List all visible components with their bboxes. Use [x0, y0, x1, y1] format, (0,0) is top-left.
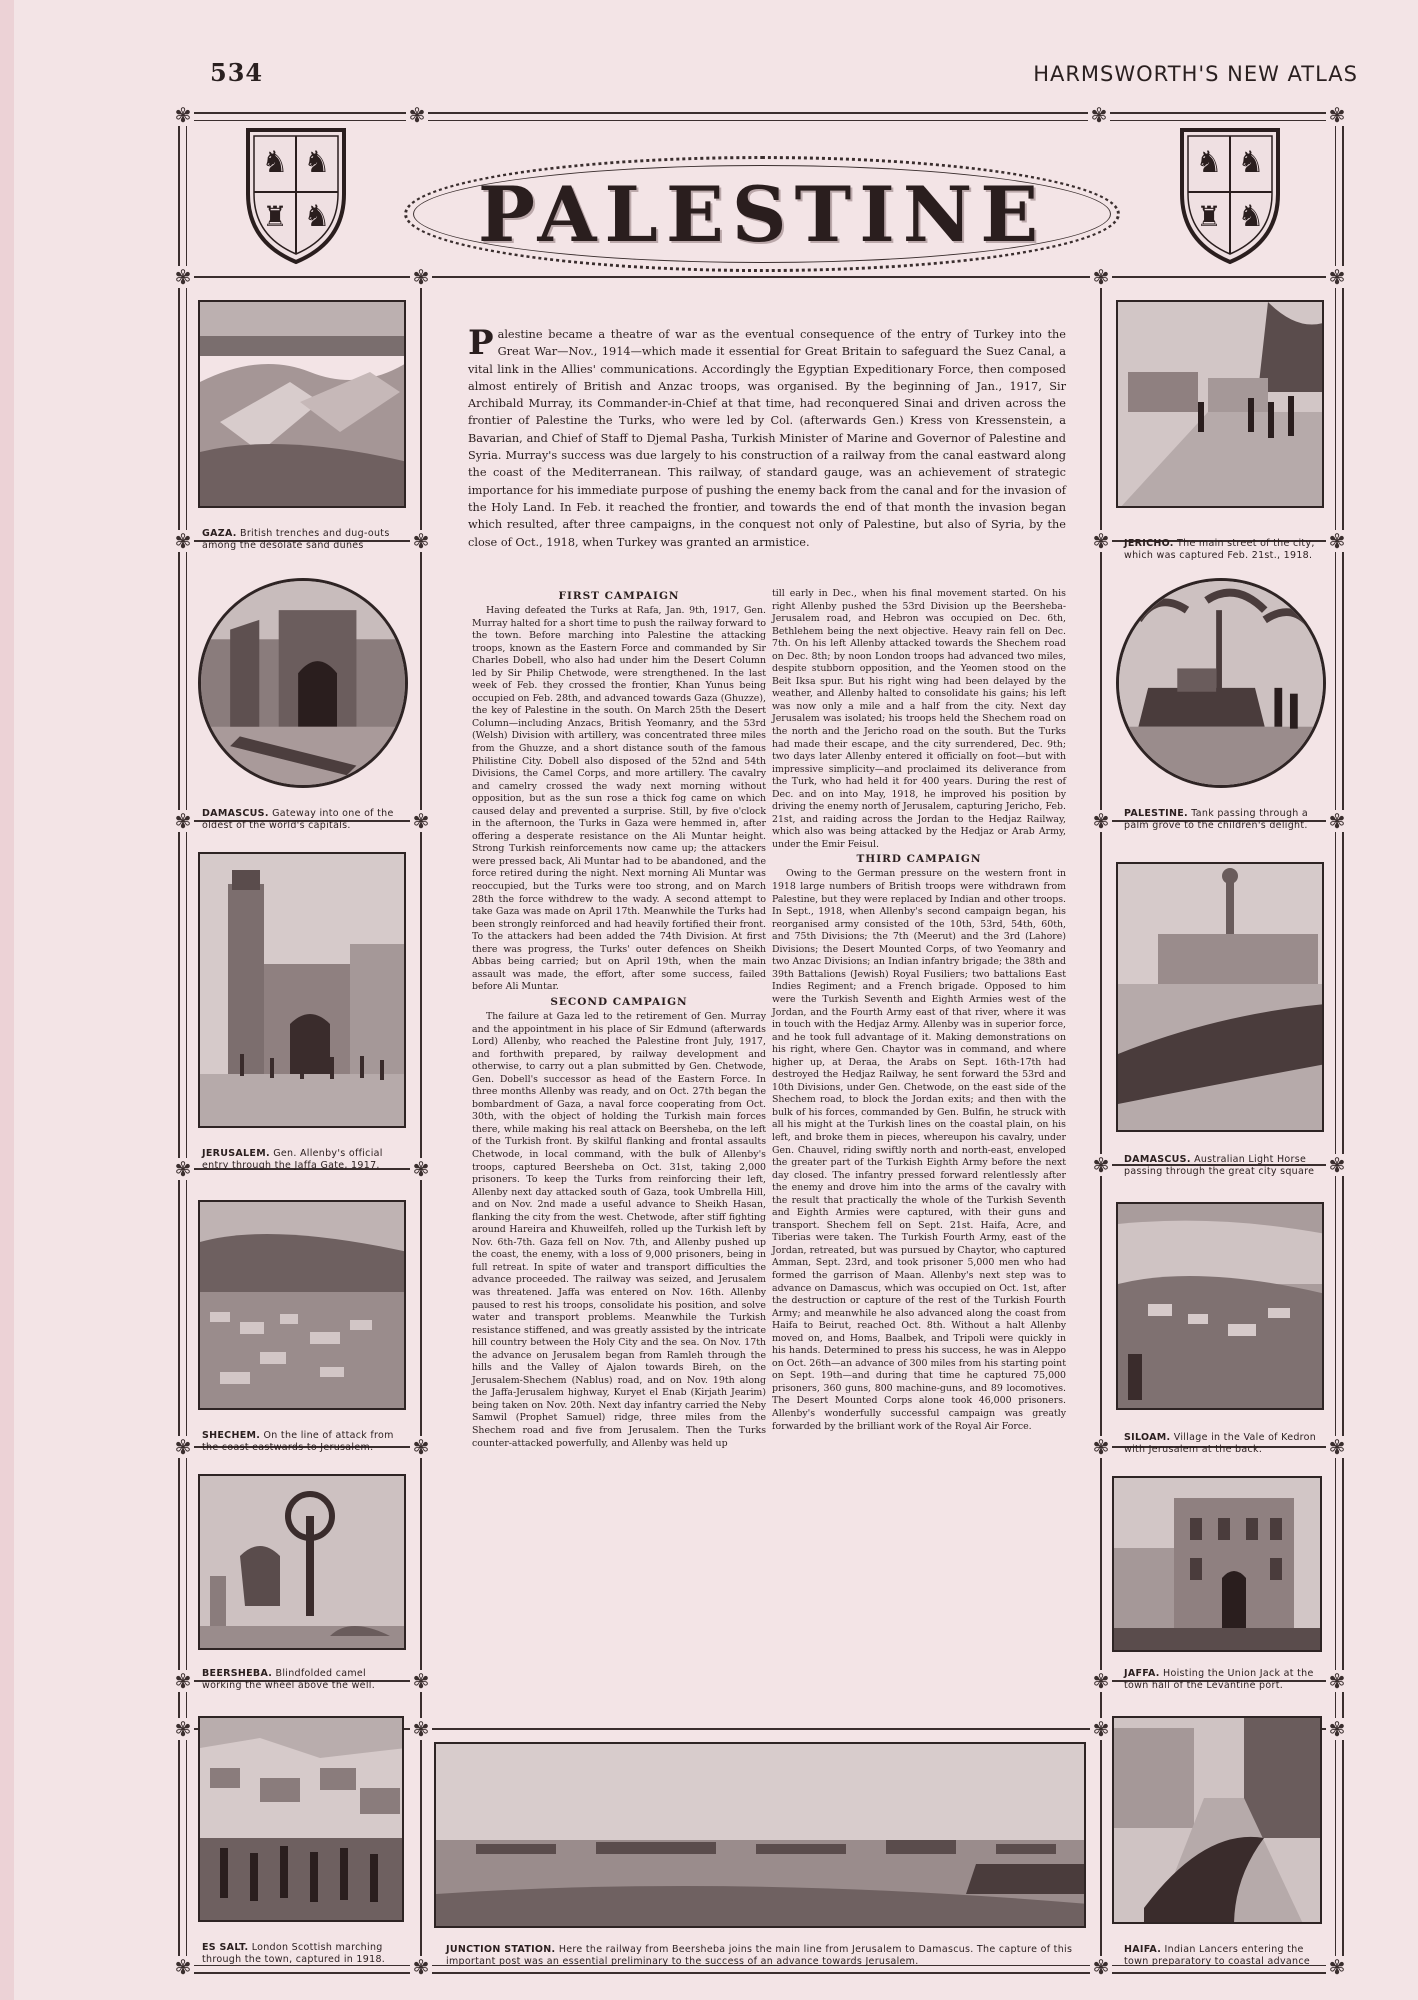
svg-text:♞: ♞: [303, 199, 331, 234]
rosette-ornament: ✾: [172, 1718, 194, 1740]
rosette-ornament: ✾: [1326, 1718, 1348, 1740]
rosette-ornament: ✾: [172, 810, 194, 832]
rosette-ornament: ✾: [1326, 530, 1348, 552]
rosette-ornament: ✾: [1090, 810, 1112, 832]
rosette-ornament: ✾: [410, 1718, 432, 1740]
caption-place: JAFFA.: [1124, 1668, 1160, 1679]
rosette-ornament: ✾: [406, 104, 428, 126]
rosette-ornament: ✾: [1326, 1670, 1348, 1692]
rosette-ornament: ✾: [172, 1158, 194, 1180]
heading-third-campaign: THIRD CAMPAIGN: [856, 853, 982, 866]
caption-text: Village in the Vale of Kedron with Jerusalem at the back.: [1124, 1432, 1317, 1455]
royal-arms-crest-right: [1176, 124, 1284, 266]
rosette-ornament: ✾: [1088, 104, 1110, 126]
photo-beersheba-well: [198, 1474, 406, 1650]
rosette-ornament: ✾: [410, 530, 432, 552]
caption-place: DAMASCUS.: [1124, 1154, 1191, 1165]
caption-damascus-horse: [1124, 1154, 1330, 1178]
caption-place: HAIFA.: [1124, 1944, 1162, 1955]
photo-jerusalem-entry: [198, 852, 406, 1128]
caption-text: Indian Lancers entering the town preparatory to coastal advance: [1124, 1944, 1311, 1967]
caption-place: SHECHEM.: [202, 1430, 261, 1441]
caption-place: SILOAM.: [1124, 1432, 1171, 1443]
text-column-right: [772, 588, 1066, 1433]
photo-junction-station: [434, 1742, 1086, 1928]
rosette-ornament: ✾: [410, 1158, 432, 1180]
svg-text:♜: ♜: [1196, 200, 1222, 233]
rosette-ornament: ✾: [1326, 266, 1348, 288]
rosette-ornament: ✾: [410, 1956, 432, 1978]
caption-es-salt: [202, 1942, 408, 1966]
text-column-left: [472, 588, 766, 1450]
caption-haifa: [1124, 1944, 1330, 1968]
rosette-ornament: ✾: [1326, 810, 1348, 832]
caption-siloam: [1124, 1432, 1330, 1456]
caption-text: Australian Light Horse passing through the great city square: [1124, 1154, 1315, 1177]
caption-place: JERUSALEM.: [202, 1148, 270, 1159]
photo-jericho-street: [1116, 300, 1324, 508]
photo-palestine-tank: [1116, 578, 1326, 788]
caption-jericho: [1124, 538, 1330, 562]
caption-jerusalem: [202, 1148, 408, 1172]
svg-text:♜: ♜: [262, 200, 288, 233]
caption-place: PALESTINE.: [1124, 808, 1188, 819]
photo-damascus-light-horse: [1116, 862, 1324, 1132]
second-campaign-text: The failure at Gaza led to the retirement of Gen. Murray and the appointment in his place of Sir Edmund (afterwards Lord) Allenby, who reached the Palestine front July, 1917, and forthwith prepared, by railway development and otherwise, to carry out a plan submitted by Gen. Chetwode, Gen. Dobell's successor as head of the Eastern Force. In three months Allenby was ready, and on Oct. 27th began the bombardment of Gaza, a naval force cooperating from Oct. 30th, with the object of holding the Turkish main forces there, while making his real attack on Beersheba, on the left of the Turkish front. By skilful flanking and frontal assaults Chetwode, in local command, with the bulk of Allenby's troops, captured Beersheba on Oct. 31st, taking 2,000 prisoners. To keep the Turks from reinforcing their left, Allenby next day attacked south of Gaza, took Umbrella Hill, and on Nov. 2nd made a useful advance to Sheikh Hasan, flanking the city from the west. Chetwode, after stiff fighting around Hareira and Khuweilfeh, rolled up the Turkish left by Nov. 6th-7th. Gaza fell on Nov. 7th, and Allenby pushed up the coast, the enemy, with a loss of 9,000 prisoners, being in full retreat. In spite of water and transport difficulties the advance proceeded. The railway was seized, and Jerusalem was threatened. Jaffa was entered on Nov. 16th. Allenby paused to rest his troops, consolidate his position, and solve water and transport problems. Meanwhile the Turkish resistance stiffened, and was greatly assisted by the intricate hill country between the Holy City and the sea. On Nov. 17th the advance on Jerusalem began from Ramleh through the hills and the Valley of Ajalon towards Bireh, on the Jerusalem-Shechem (Nablus) road, and on Nov. 19th along the Jaffa-Jerusalem highway, Kuryet el Enab (Kirjath Jearim) being taken on Nov. 20th. Next day infantry carried the Neby Samwil (Prophet Samuel) ridge, three miles from the Shechem road and five from Jerusalem. Then the Turks counter-attacked powerfully, and Allenby was held up: [472, 1010, 766, 1449]
svg-text:♞: ♞: [303, 145, 331, 180]
photo-siloam: [1116, 1202, 1324, 1410]
intro-text: alestine became a theatre of war as the eventual consequence of the entry of Turkey into the Great War—Nov., 1914—which made it essential for Great Britain to safeguard the Suez Canal, a vital link in the Allies' communications. Accordingly the Egyptian Expeditionary Force, then composed almost entirely of British and Anzac troops, was organised. By the beginning of Jan., 1917, Sir Archibald Murray, its Commander-in-Chief at that time, had reconquered Sinai and driven across the frontier of Palestine the Turks, who were led by Col. (afterwards Gen.) Kress von Kressenstein, a Bavarian, and Chief of Staff to Djemal Pasha, Turkish Minister of Marine and Governor of Palestine and Syria. Murray's success was due largely to his construction of a railway from the canal eastward along the coast of the Mediterranean. This railway, of standard gauge, was an achievement of strategic importance for his immediate purpose of pushing the enemy back from the canal and for the invasion of the Holy Land. In Feb. it reached the frontier, and towards the end of that month the invasion began which resulted, after three campaigns, in the conquest not only of Palestine, but also of Syria, by the close of Oct., 1918, when Turkey was granted an armistice.: [468, 328, 1066, 549]
rosette-ornament: ✾: [1090, 1956, 1112, 1978]
svg-text:♞: ♞: [1237, 199, 1265, 234]
rosette-ornament: ✾: [1090, 1670, 1112, 1692]
svg-text:♞: ♞: [261, 145, 289, 180]
heading-second-campaign: SECOND CAMPAIGN: [550, 995, 688, 1008]
rosette-ornament: ✾: [410, 1670, 432, 1692]
page-title: PALESTINE: [477, 169, 1047, 259]
caption-damascus-gateway: [202, 808, 408, 832]
rosette-ornament: ✾: [410, 810, 432, 832]
caption-text: London Scottish marching through the town, captured in 1918.: [202, 1942, 386, 1965]
rosette-ornament: ✾: [1090, 1154, 1112, 1176]
caption-text: The main street of the city, which was captured Feb. 21st., 1918.: [1124, 538, 1315, 561]
drop-cap: P: [468, 323, 494, 363]
rosette-ornament: ✾: [1090, 266, 1112, 288]
photo-jaffa-town-hall: [1112, 1476, 1322, 1652]
rosette-ornament: ✾: [172, 530, 194, 552]
svg-text:♞: ♞: [1195, 145, 1223, 180]
rosette-ornament: ✾: [1326, 1154, 1348, 1176]
caption-place: BEERSHEBA.: [202, 1668, 273, 1679]
royal-arms-crest-left: [242, 124, 350, 266]
rosette-ornament: ✾: [172, 1670, 194, 1692]
rosette-ornament: ✾: [172, 266, 194, 288]
rosette-ornament: ✾: [172, 104, 194, 126]
heading-first-campaign: FIRST CAMPAIGN: [558, 590, 680, 602]
caption-text: British trenches and dug-outs among the desolate sand dunes: [202, 528, 390, 551]
running-head: HARMSWORTH'S NEW ATLAS: [1033, 62, 1358, 86]
caption-beersheba: [202, 1668, 408, 1692]
photo-gaza-trenches: [198, 300, 406, 508]
caption-place: GAZA.: [202, 528, 237, 539]
rosette-ornament: ✾: [172, 1436, 194, 1458]
rosette-ornament: ✾: [1326, 104, 1348, 126]
intro-paragraph: [468, 323, 1066, 551]
title-cartouche: [404, 156, 1120, 272]
title-divider: [186, 276, 1336, 278]
first-campaign-text: Having defeated the Turks at Rafa, Jan. 9th, 1917, Gen. Murray halted for a short time to push the railway forward to the town. Before marching into Palestine the attacking troops, known as the Eastern Force and commanded by Sir Charles Dobell, who also had under him the Desert Column led by Sir Philip Chetwode, were strengthened. In the last week of Feb. they crossed the frontier, Khan Yunus being occupied on Feb. 28th, and advanced towards Gaza (Ghuzze), the key of Palestine in the south. On March 25th the Desert Column—including Anzacs, British Yeomanry, and the 53rd (Welsh) Division with artillery, was concentrated three miles from the Ghuzze, and a short distance south of the famous Philistine City. Dobell also disposed of the 52nd and 54th Divisions, the Camel Corps, and more artillery. The cavalry and camelry crossed the wady next morning without opposition, but as the sun rose a thick fog came on which caused delay and prevented a surprise. Still, by five o'clock in the afternoon, the Turks in Gaza were hemmed in, after offering a desperate resistance on the Ali Muntar height. Strong Turkish reinforcements now came up; the attackers were pressed back, Ali Muntar had to be abandoned, and the force retired during the night. Next morning Ali Muntar was reoccupied, but the Turks were too strong, and on March 28th the force withdrew to the wady. A second attempt to take Gaza was made on April 17th. Meanwhile the Turks had been strongly reinforced and had heavily fortified their front. To the attackers had been added the 74th Division. At first there was progress, the Turks' outer defences on Sheikh Abbas being carried; but on April 19th, when the main assault was made, the effort, after some success, failed before Ali Muntar.: [472, 605, 766, 993]
photo-haifa-lancers: [1112, 1716, 1322, 1924]
caption-gaza: [202, 528, 408, 552]
caption-text: On the line of attack from the coast eastwards to Jerusalem.: [202, 1430, 394, 1453]
caption-text: Blindfolded camel working the wheel above the well.: [202, 1668, 376, 1691]
rosette-ornament: ✾: [410, 1436, 432, 1458]
rosette-ornament: ✾: [1326, 1436, 1348, 1458]
caption-text: Tank passing through a palm grove to the children's delight.: [1124, 808, 1309, 831]
rosette-ornament: ✾: [1090, 1436, 1112, 1458]
caption-shechem: [202, 1430, 408, 1454]
second-campaign-text-continued: till early in Dec., when his final movement started. On his right Allenby pushed the 53rd Division up the Beersheba-Jerusalem road, and Hebron was occupied on Dec. 6th, Bethlehem being the next objective. Heavy rain fell on Dec. 7th. On his left Allenby attacked towards the Shechem road on Dec. 8th; by noon London troops had advanced two miles, despite stubborn opposition, and the Yeomen stood on the Beit Iksa spur. But his right wing had been delayed by the weather, and Allenby halted to consolidate his gains; his left was now only a mile and a half from the city. Next day Jerusalem was isolated; his troops held the Shechem road on the north and the Jericho road on the south. But the Turks had made their escape, and the city surrendered, Dec. 9th; two days later Allenby entered it officially on foot—but with impressive simplicity—and proclaimed its deliverance from the Turk, who had held it for 400 years. During the rest of Dec. and on into May, 1918, he improved his position by driving the enemy north of Jerusalem, capturing Jericho, Feb. 21st, and raiding across the Jordan to the Hedjaz Railway, which also was being attacked by the Hedjaz or Arab Army, under the Emir Feisul.: [772, 588, 1066, 850]
rosette-ornament: ✾: [172, 1956, 194, 1978]
caption-text: Here the railway from Beersheba joins the main line from Jerusalem to Damascus. The capture of this important post was an essential preliminary to the success of an advance towards Jerusalem.: [446, 1944, 1073, 1967]
caption-palestine-tank: [1124, 808, 1330, 832]
caption-place: ES SALT.: [202, 1942, 249, 1953]
caption-text: Gen. Allenby's official entry through the Jaffa Gate, 1917.: [202, 1148, 383, 1171]
rosette-ornament: ✾: [1090, 530, 1112, 552]
rosette-ornament: ✾: [1090, 1718, 1112, 1740]
caption-place: JERICHO.: [1124, 538, 1174, 549]
photo-damascus-gateway: [198, 578, 408, 788]
page-number: 534: [210, 58, 264, 87]
caption-jaffa: [1124, 1668, 1330, 1692]
caption-junction-station: [446, 1944, 1076, 1968]
rosette-ornament: ✾: [410, 266, 432, 288]
caption-text: Hoisting the Union Jack at the town hall of the Levantine port.: [1124, 1668, 1314, 1691]
photo-shechem: [198, 1200, 406, 1410]
rosette-ornament: ✾: [1326, 1956, 1348, 1978]
caption-place: DAMASCUS.: [202, 808, 269, 819]
photo-es-salt: [198, 1716, 404, 1922]
svg-text:♞: ♞: [1237, 145, 1265, 180]
third-campaign-text: Owing to the German pressure on the western front in 1918 large numbers of British troops were withdrawn from Palestine, but they were replaced by Indian and other troops. In Sept., 1918, when Allenby's second campaign began, his reorganised army consisted of the 10th, 53rd, 54th, 60th, and 75th Divisions; the 7th (Meerut) and the 3rd (Lahore) Divisions; the Desert Mounted Corps, of two Yeomanry and two Anzac Divisions; an Indian infantry brigade; the 38th and 39th Battalions (Jewish) Royal Fusiliers; two battalions East Indies Regiment; and a French brigade. Opposed to him were the Turkish Seventh and Eighth Armies west of the Jordan, and the Fourth Army east of that river, where it was in touch with the Hedjaz Army. Allenby was in superior force, and he took full advantage of it. Making demonstrations on his right, where Gen. Chaytor was in command, and where higher up, at Deraa, the Arabs on Sept. 16th-17th had destroyed the Hedjaz Railway, he sent forward the 53rd and 10th Divisions, under Gen. Chetwode, on the east side of the Shechem road, to block the Jordan exits; and then with the bulk of his forces, commanded by Gen. Bulfin, he struck with all his might at the Turkish lines on the coastal plain, on his left, and broke them in pieces, whereupon his cavalry, under Gen. Chauvel, riding swiftly north and north-east, enveloped the greater part of the Turkish Eighth Army before the next day closed. The infantry pressed forward relentlessly after the enemy and drove him into the arms of the cavalry with the result that practically the whole of the Turkish Seventh and Eighth Armies were captured, with their guns and transport. Shechem fell on Sept. 21st. Haifa, Acre, and Tiberias were taken. The Turkish Fourth Army, east of the Jordan, retreated, but was pursued by Chaytor, who captured Amman, Sept. 23rd, and took prisoner 5,000 men who had formed the garrison of Maan. Allenby's next step was to advance on Damascus, which was occupied on Oct. 1st, after the destruction or capture of the rest of the Turkish Fourth Army; and meanwhile he also advanced along the coast from Haifa to Beirut, reached Oct. 8th. Without a halt Allenby moved on, and Homs, Baalbek, and Tripoli were quickly in his hands. Determined to press his success, he was in Aleppo on Oct. 26th—an advance of 300 miles from his starting point on Sept. 19th—and during that time he captured 75,000 prisoners, 360 guns, 800 machine-guns, and 89 locomotives. The Desert Mounted Corps alone took 46,000 prisoners. Allenby's wonderfully successful campaign was greatly forwarded by the brilliant work of the Royal Air Force.: [772, 868, 1066, 1432]
caption-text: Gateway into one of the oldest of the world's capitals.: [202, 808, 394, 831]
caption-place: JUNCTION STATION.: [446, 1944, 556, 1955]
